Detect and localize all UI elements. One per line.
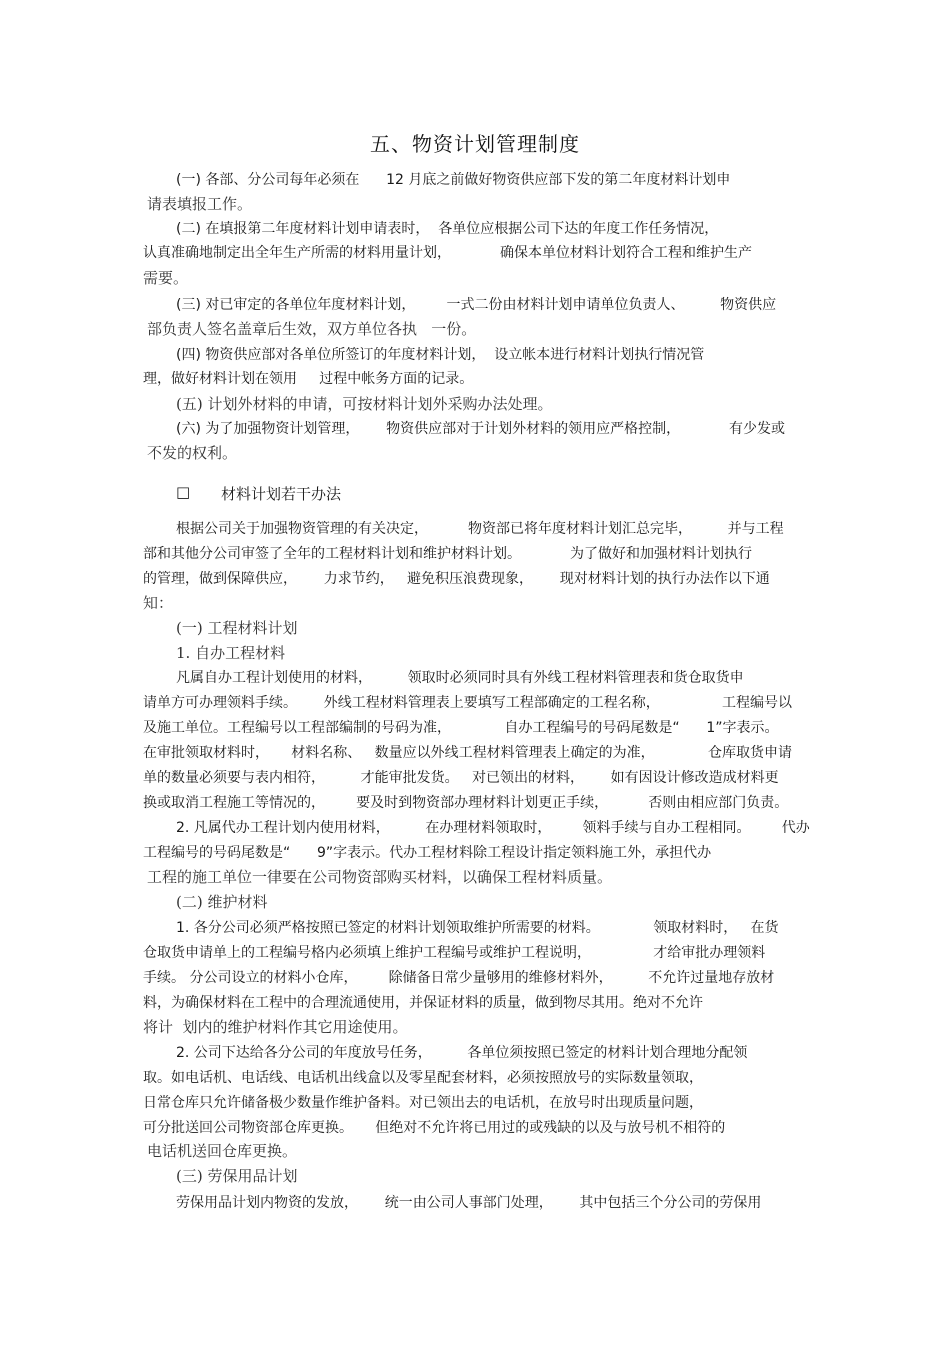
- eng-p1-line4: 在审批领取材料时， 材料名称、 数量应以外线工程材料管理表上确定的为准， 仓库取货申请: [143, 745, 793, 761]
- maint-heading: (二) 维护材料: [176, 893, 268, 911]
- p1-line1: (一) 各部、分公司每年必须在 12 月底之前做好物资供应部下发的第二年度材料计划申: [176, 172, 731, 188]
- intro-line3: 的管理，做到保障供应， 力求节约， 避免积压浪费现象， 现对材料计划的执行办法作以下通: [143, 571, 770, 587]
- eng-p2-line1: 2. 凡属代办工程计划内使用材料， 在办理材料领取时， 领料手续与自办工程相同。 代办: [176, 820, 810, 836]
- maint-p1-line1: 1. 各分公司必须严格按照已签定的材料计划领取维护所需要的材料。 领取材料时， 在货: [176, 920, 779, 936]
- eng-p1-line1: 凡属自办工程计划使用的材料， 领取时必须同时具有外线工程材料管理表和货仓取货申: [176, 670, 744, 686]
- eng-sub1: 1. 自办工程材料: [176, 644, 286, 662]
- p2-line1: (二) 在填报第二年度材料计划申请表时， 各单位应根据公司下达的年度工作任务情况，: [176, 221, 719, 237]
- section-heading: 材料计划若干办法: [221, 485, 342, 503]
- maint-p2-line5: 电话机送回仓库更换。: [147, 1142, 298, 1160]
- intro-line4: 知：: [143, 594, 174, 612]
- eng-p2-line2: 工程编号的号码尾数是“ 9”字表示。代办工程材料除工程设计指定领料施工外，承担代办: [143, 845, 712, 861]
- eng-p1-line5: 单的数量必须要与表内相符， 才能审批发货。 对已领出的材料， 如有因设计修改造成材料更: [143, 770, 779, 786]
- eng-heading: (一) 工程材料计划: [176, 619, 298, 637]
- maint-p2-line4: 可分批送回公司物资部仓库更换。 但绝对不允许将已用过的或残缺的以及与放号机不相符的: [143, 1120, 726, 1136]
- maint-p1-line4: 料，为确保材料在工程中的合理流通使用，并保证材料的质量，做到物尽其用。绝对不允许: [143, 995, 703, 1011]
- maint-p1-line5: 将计 划内的维护材料作其它用途使用。: [143, 1018, 408, 1036]
- labor-p1-line1: 劳保用品计划内物资的发放， 统一由公司人事部门处理， 其中包括三个分公司的劳保用: [176, 1195, 762, 1211]
- maint-p2-line1: 2. 公司下达给各分公司的年度放号任务， 各单位须按照已签定的材料计划合理地分配领: [176, 1045, 748, 1061]
- p6-line2: 不发的权利。: [147, 444, 238, 462]
- maint-p1-line3: 手续。 分公司设立的材料小仓库， 除储备日常少量够用的维修材料外， 不允许过量地存放材: [143, 970, 775, 986]
- intro-line1: 根据公司关于加强物资管理的有关决定， 物资部已将年度材料计划汇总完毕， 并与工程: [176, 521, 784, 537]
- maint-p2-line2: 取。如电话机、电话线、电话机出线盒以及零星配套材料，必须按照放号的实际数量领取，: [143, 1070, 703, 1086]
- p4-line1: (四) 物资供应部对各单位所签订的年度材料计划， 设立帐本进行材料计划执行情况管: [176, 347, 705, 363]
- p4-line2: 理，做好材料计划在领用 过程中帐务方面的记录。: [143, 371, 474, 387]
- p6-line1: (六) 为了加强物资计划管理， 物资供应部对于计划外材料的领用应严格控制， 有少发或: [176, 421, 786, 437]
- maint-p1-line2: 仓取货申请单上的工程编号格内必须填上维护工程编号或维护工程说明， 才给审批办理领料: [143, 945, 766, 961]
- intro-line2: 部和其他分公司审签了全年的工程材料计划和维护材料计划。 为了做好和加强材料计划执行: [143, 546, 752, 562]
- p2-line3: 需要。: [143, 269, 189, 287]
- section-bullet-icon: □: [176, 483, 191, 501]
- maint-p2-line3: 日常仓库只允许储备极少数量作维护备料。对已领出去的电话机，在放号时出现质量问题，: [143, 1095, 703, 1111]
- eng-p1-line6: 换或取消工程施工等情况的， 要及时到物资部办理材料计划更正手续， 否则由相应部门负责。: [143, 795, 789, 811]
- p2-line2: 认真准确地制定出全年生产所需的材料用量计划， 确保本单位材料计划符合工程和维护生产: [143, 245, 752, 261]
- p5-line1: (五) 计划外材料的申请，可按材料计划外采购办法处理。: [176, 395, 553, 413]
- eng-p1-line2: 请单方可办理领料手续。 外线工程材料管理表上要填写工程部确定的工程名称， 工程编号以: [143, 695, 793, 711]
- p1-line2: 请表填报工作。: [147, 195, 253, 213]
- document-title: 五、物资计划管理制度: [370, 132, 580, 156]
- eng-p2-line3: 工程的施工单位一律要在公司物资部购买材料，以确保工程材料质量。: [147, 868, 613, 886]
- p3-line1: (三) 对已审定的各单位年度材料计划， 一式二份由材料计划申请单位负责人、 物资供应: [176, 297, 777, 313]
- p3-line2: 部负责人签名盖章后生效，双方单位各执 一份。: [147, 320, 477, 338]
- labor-heading: (三) 劳保用品计划: [176, 1167, 298, 1185]
- eng-p1-line3: 及施工单位。工程编号以工程部编制的号码为准， 自办工程编号的号码尾数是“ 1”字表示。: [143, 720, 779, 736]
